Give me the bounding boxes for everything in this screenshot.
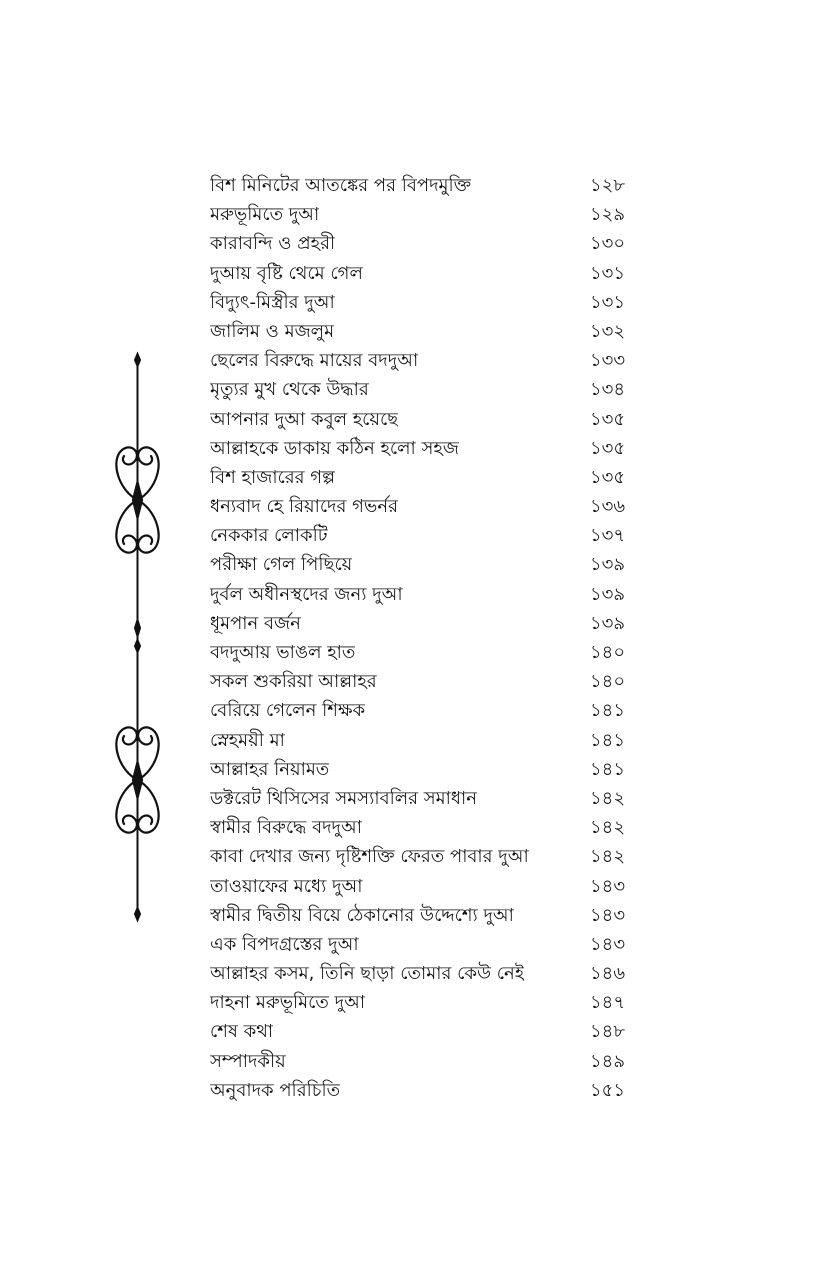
toc-entry-page: ১৩৯ [590,612,626,634]
toc-entry[interactable] [210,988,630,1017]
toc-entry-title: পরীক্ষা গেল পিছিয়ে [210,554,353,576]
toc-entry[interactable] [210,405,630,434]
toc-entry-title: সকল শুকরিয়া আল্লাহর [210,671,377,693]
toc-entry-page: ১৪০ [590,642,626,663]
toc-entry-title: বেরিয়ে গেলেন শিক্ষক [210,700,366,722]
toc-entry[interactable] [210,521,630,550]
toc-entry[interactable] [210,638,630,667]
toc-entry[interactable] [210,842,630,871]
toc-entry-page: ১৪১ [590,729,626,751]
toc-entry-title: মৃত্যুর মুখ থেকে উদ্ধার [210,379,369,401]
toc-entry[interactable] [210,726,630,755]
table-of-contents [210,171,630,1105]
toc-entry-title: জালিম ও মজলুম [210,320,335,342]
toc-entry[interactable] [210,813,630,842]
toc-entry-page: ১৪৩ [590,875,626,897]
toc-entry-title: আল্লাহকে ডাকায় কঠিন হলো সহজ [210,437,459,459]
toc-entry-page: ১৩৫ [590,408,626,430]
toc-entry[interactable] [210,463,630,492]
toc-entry-page: ১৪১ [590,758,626,780]
toc-entry-page: ১৪১ [590,700,626,722]
toc-entry[interactable] [210,755,630,784]
toc-entry[interactable] [210,171,630,200]
toc-entry-page: ১৩৬ [590,496,626,518]
toc-entry-title: স্বামীর বিরুদ্ধে বদদুআ [210,817,363,839]
toc-entry-page: ১৪২ [590,787,626,809]
toc-entry-page: ১৩৫ [590,466,626,488]
toc-entry-page: ১৩৪ [590,379,626,401]
toc-entry-title: অনুবাদক পরিচিতি [210,1079,341,1101]
toc-entry-page: ১৪৬ [590,963,626,985]
toc-entry-title: ধন্যবাদ হে রিয়াদের গভর্নর [210,496,398,518]
toc-entry[interactable] [210,930,630,959]
toc-entry-page: ১৩৫ [590,437,626,459]
toc-entry-title: কারাবন্দি ও প্রহরী [210,233,336,255]
toc-entry-page: ১৩৭ [590,525,626,547]
toc-entry[interactable] [210,492,630,521]
toc-entry-title: ডক্টরেট থিসিসের সমস্যাবলির সমাধান [210,787,477,809]
toc-entry[interactable] [210,901,630,930]
toc-entry[interactable] [210,375,630,404]
toc-entry[interactable] [210,346,630,375]
toc-entry-title: স্নেহময়ী মা [210,729,285,751]
toc-entry[interactable] [210,784,630,813]
toc-entry-title: আপনার দুআ কবুল হয়েছে [210,408,399,430]
toc-entry-page: ১৩২ [590,320,626,342]
toc-entry[interactable] [210,609,630,638]
toc-entry-page: ১২৯ [590,204,626,226]
toc-entry-page: ১৩৯ [590,583,626,605]
toc-entry-page: ১৪৭ [590,992,626,1014]
toc-entry[interactable] [210,259,630,288]
toc-entry-title: আল্লাহর নিয়ামত [210,758,330,780]
toc-entry[interactable] [210,550,630,579]
toc-entry[interactable] [210,434,630,463]
toc-entry-page: ১৩১ [590,291,626,313]
toc-entry[interactable] [210,1076,630,1105]
toc-entry-page: ১৩৯ [590,554,626,576]
toc-entry-title: আল্লাহর কসম, তিনি ছাড়া তোমার কেউ নেই [210,963,525,985]
toc-entry-title: মরুভূমিতে দুআ [210,204,320,226]
toc-entry[interactable] [210,1017,630,1046]
toc-entry-page: ১৪২ [590,817,626,839]
toc-entry[interactable] [210,229,630,258]
toc-entry[interactable] [210,1047,630,1076]
toc-entry[interactable] [210,580,630,609]
toc-entry-title: দুআয় বৃষ্টি থেমে গেল [210,262,363,284]
toc-entry-title: শেষ কথা [210,1021,274,1043]
toc-entry-title: বদদুআয় ভাঙল হাত [210,642,356,663]
toc-entry-page: ১৫১ [590,1079,626,1101]
toc-entry[interactable] [210,872,630,901]
toc-entry-title: তাওয়াফের মধ্যে দুআ [210,875,363,897]
toc-entry-title: বিদ্যুৎ-মিস্ত্রীর দুআ [210,291,335,313]
toc-entry[interactable] [210,667,630,696]
toc-entry-page: ১৪২ [590,846,626,868]
toc-entry-title: সম্পাদকীয় [210,1050,286,1072]
toc-entry-title: স্বামীর দ্বিতীয় বিয়ে ঠেকানোর উদ্দেশ্যে দুআ [210,904,514,926]
toc-entry-page: ১৩৩ [590,350,626,372]
toc-entry-title: দুর্বল অধীনস্থদের জন্য দুআ [210,583,403,605]
toc-entry-page: ১২৮ [590,175,626,196]
toc-entry-page: ১৪৩ [590,904,626,926]
toc-entry[interactable] [210,200,630,229]
toc-entry-page: ১৩১ [590,262,626,284]
toc-entry-title: ধূমপান বর্জন [210,612,301,634]
toc-entry-page: ১৪৮ [590,1021,626,1043]
decorative-ornament [100,350,175,925]
toc-entry-title: ছেলের বিরুদ্ধে মায়ের বদদুআ [210,350,419,372]
toc-entry-title: কাবা দেখার জন্য দৃষ্টিশক্তি ফেরত পাবার দুআ [210,846,529,868]
toc-entry-title: দাহনা মরুভূমিতে দুআ [210,992,366,1014]
toc-entry[interactable] [210,317,630,346]
toc-entry-title: বিশ মিনিটের আতঙ্কের পর বিপদমুক্তি [210,175,472,196]
toc-entry-page: ১৪৩ [590,933,626,955]
toc-entry[interactable] [210,696,630,725]
toc-entry[interactable] [210,288,630,317]
toc-entry-title: বিশ হাজারের গল্প [210,466,335,488]
toc-entry-page: ১৩০ [590,233,626,255]
toc-entry[interactable] [210,959,630,988]
toc-entry-title: এক বিপদগ্রস্তের দুআ [210,933,359,955]
toc-entry-page: ১৪৯ [590,1050,626,1072]
toc-entry-page: ১৪০ [590,671,626,693]
toc-entry-title: নেককার লোকটি [210,525,328,547]
